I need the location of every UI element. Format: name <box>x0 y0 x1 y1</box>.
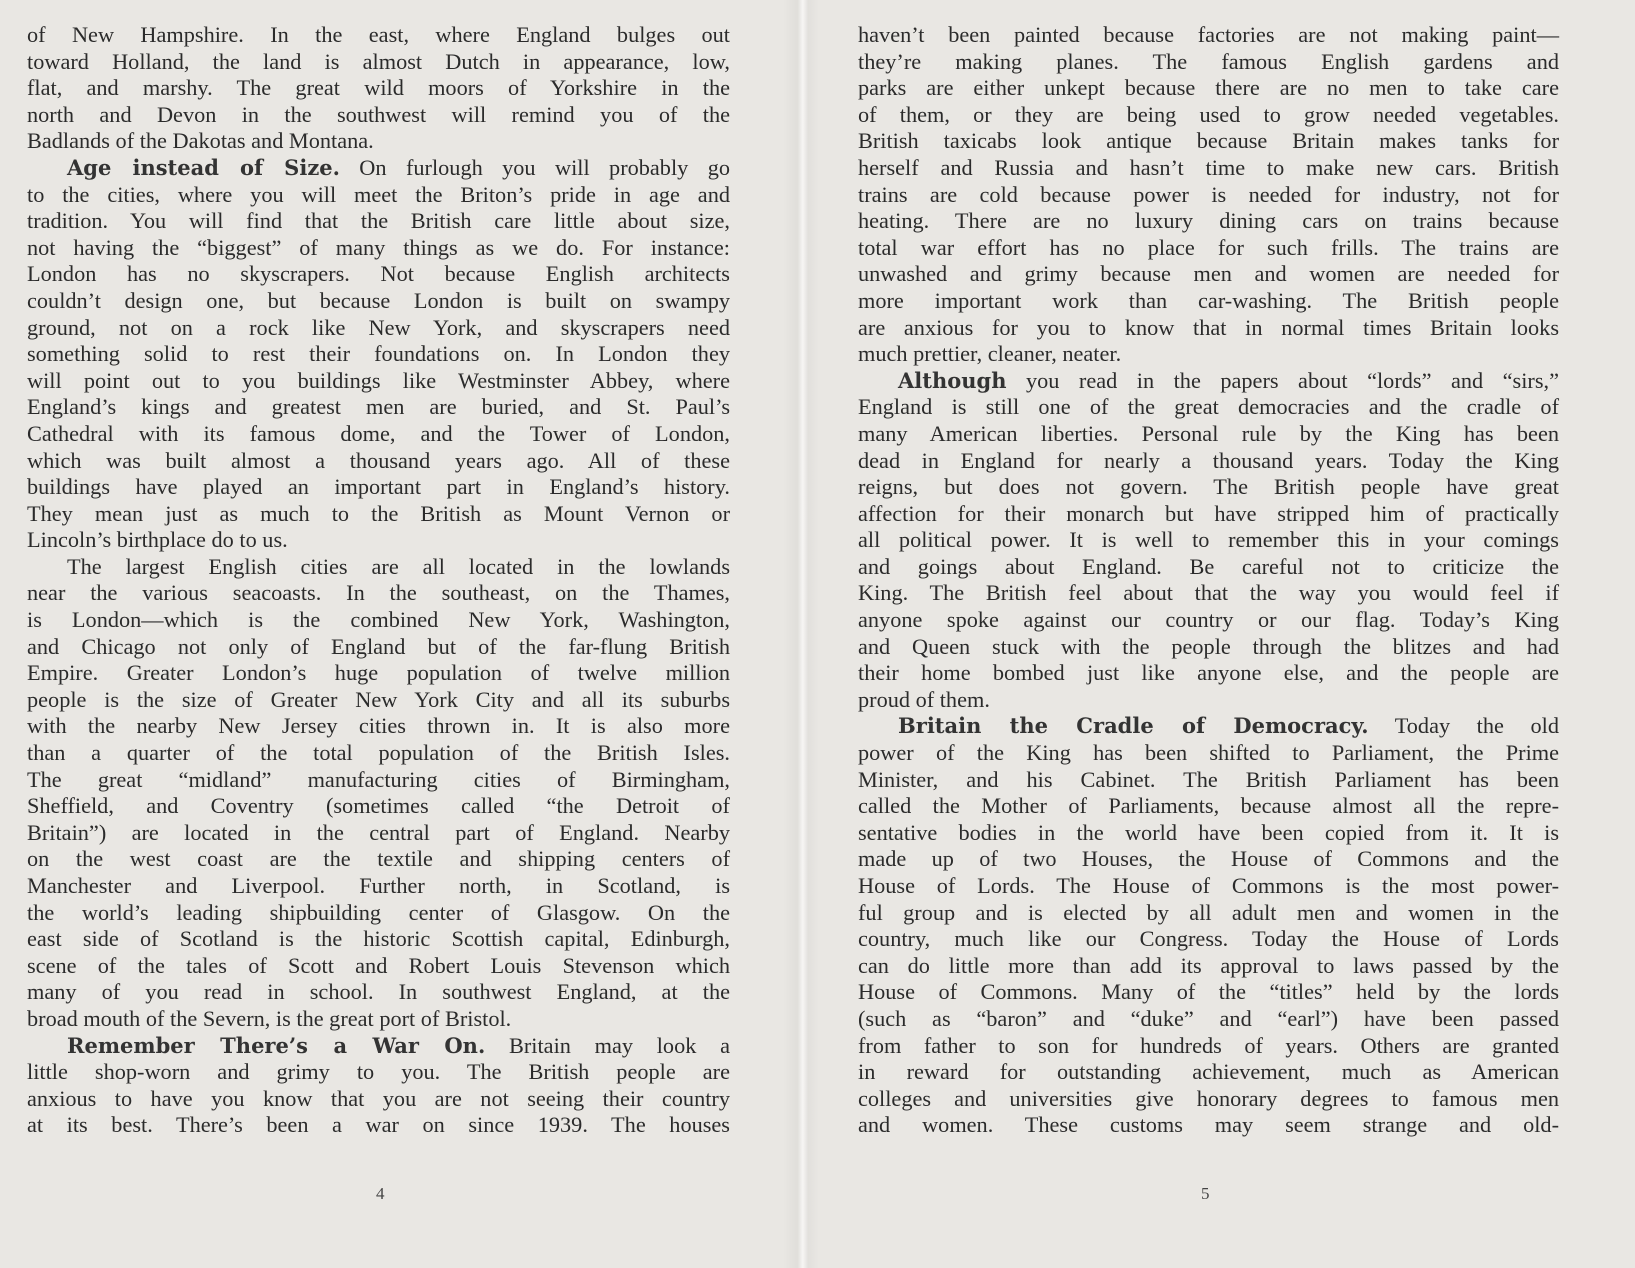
text-line <box>27 554 730 581</box>
text-line <box>858 315 1559 342</box>
line-text: couldn’t design one, but because London is built on swampy <box>27 287 730 313</box>
text-line <box>27 846 730 873</box>
line-text: The largest English cities are all located in the lowlands <box>67 553 730 579</box>
text-line <box>27 1112 730 1139</box>
line-text: sentative bodies in the world have been copied from it. It is <box>858 819 1559 845</box>
text-line <box>858 767 1559 794</box>
line-text: Today the old <box>1368 713 1559 739</box>
page-right <box>858 22 1559 1139</box>
line-text: their home bombed just like anyone else, and the people are <box>858 660 1559 686</box>
line-text: are anxious for you to know that in normal times Britain looks <box>858 314 1559 340</box>
book-gutter <box>783 0 819 1268</box>
text-line <box>858 155 1559 182</box>
text-line <box>27 900 730 927</box>
line-text: Manchester and Liverpool. Further north, in Scotland, is <box>27 873 730 898</box>
text-line <box>858 634 1559 661</box>
line-text: colleges and universities give honorary degrees to famous men <box>858 1085 1559 1111</box>
line-text: Lincoln’s birthplace do to us. <box>27 527 288 553</box>
line-text: more important work than car-washing. The British people <box>858 287 1559 313</box>
text-line <box>27 501 730 528</box>
text-line <box>858 22 1559 49</box>
line-text: from father to son for hundreds of years. Others are granted <box>858 1032 1559 1058</box>
page-left <box>27 22 730 1139</box>
text-line <box>27 75 730 102</box>
text-line <box>27 22 730 49</box>
text-line <box>858 820 1559 847</box>
text-line <box>858 261 1559 288</box>
text-line <box>858 368 1559 395</box>
line-text: affection for their monarch but have stripped him of practically <box>858 500 1559 526</box>
text-line <box>27 102 730 129</box>
line-text: broad mouth of the Severn, is the great port of Bristol. <box>27 1005 512 1031</box>
text-line <box>27 448 730 475</box>
text-line <box>27 793 730 820</box>
text-line <box>858 1006 1559 1033</box>
text-line <box>27 527 730 554</box>
line-text: with the nearby New Jersey cities thrown in. It is also more <box>27 713 730 739</box>
text-line <box>858 1033 1559 1060</box>
line-text: east side of Scotland is the historic Scottish capital, Edinburgh, <box>27 926 730 952</box>
line-text: King. The British feel about that the way you would feel if <box>858 580 1559 606</box>
text-line <box>858 102 1559 129</box>
text-line <box>27 634 730 661</box>
line-text: and women. These customs may seem strange and old- <box>858 1112 1559 1138</box>
section-heading: Remember There’s a War On. <box>67 1032 486 1058</box>
text-line <box>27 1086 730 1113</box>
line-text: flat, and marshy. The great wild moors of Yorkshire in the <box>27 75 730 101</box>
text-line <box>858 793 1559 820</box>
line-text: London has no skyscrapers. Not because English architects <box>27 261 730 287</box>
text-line <box>858 979 1559 1006</box>
text-line <box>27 341 730 368</box>
text-line <box>27 580 730 607</box>
line-text: total war effort has no place for such frills. The trains are <box>858 234 1559 260</box>
text-line <box>858 527 1559 554</box>
line-text: not having the “biggest” of many things as we do. For instance: <box>27 234 730 260</box>
section-heading: Although <box>898 367 1007 393</box>
text-line <box>27 182 730 209</box>
line-text: House of Commons. Many of the “titles” held by the lords <box>858 979 1559 1005</box>
text-line <box>858 1112 1559 1139</box>
line-text: to the cities, where you will meet the Briton’s pride in age and <box>27 181 730 207</box>
page-number-left: 4 <box>376 1184 385 1203</box>
text-line <box>858 49 1559 76</box>
line-text: country, much like our Congress. Today the House of Lords <box>858 926 1559 952</box>
line-text: Cathedral with its famous dome, and the Tower of London, <box>27 420 730 446</box>
line-text: of them, or they are being used to grow needed vegetables. <box>858 101 1559 127</box>
text-line <box>27 421 730 448</box>
line-text: little shop-worn and grimy to you. The British people are <box>27 1059 730 1085</box>
line-text: made up of two Houses, the House of Commons and the <box>858 846 1559 872</box>
text-line <box>858 1059 1559 1086</box>
line-text: in reward for outstanding achievement, much as American <box>858 1059 1559 1085</box>
line-text: The great “midland” manufacturing cities of Birmingham, <box>27 766 730 792</box>
text-line <box>858 580 1559 607</box>
text-line <box>858 128 1559 155</box>
text-line <box>858 607 1559 634</box>
text-line <box>858 208 1559 235</box>
text-line <box>27 208 730 235</box>
text-line <box>858 713 1559 740</box>
line-text: can do little more than add its approval to laws passed by the <box>858 952 1559 978</box>
text-line <box>27 767 730 794</box>
text-line <box>27 1059 730 1086</box>
text-line <box>27 394 730 421</box>
line-text: proud of them. <box>858 686 990 712</box>
line-text: parks are either unkept because there are no men to take care <box>858 75 1559 101</box>
text-line <box>27 820 730 847</box>
line-text: unwashed and grimy because men and women are needed for <box>858 261 1559 287</box>
text-line <box>27 979 730 1006</box>
line-text: near the various seacoasts. In the southeast, on the Thames, <box>27 580 730 606</box>
text-line <box>27 368 730 395</box>
text-line <box>858 394 1559 421</box>
line-text: British taxicabs look antique because Britain makes tanks for <box>858 128 1559 154</box>
line-text: heating. There are no luxury dining cars on trains because <box>858 208 1559 234</box>
text-line <box>27 288 730 315</box>
text-line <box>27 926 730 953</box>
line-text: tradition. You will find that the British care little about size, <box>27 208 730 234</box>
line-text: England’s kings and greatest men are buried, and St. Paul’s <box>27 394 730 420</box>
text-line <box>858 448 1559 475</box>
text-line <box>27 1006 730 1033</box>
line-text: all political power. It is well to remember this in your comings <box>858 527 1559 553</box>
line-text: Minister, and his Cabinet. The British Parliament has been <box>858 766 1559 792</box>
text-line <box>27 953 730 980</box>
text-line <box>27 49 730 76</box>
text-line <box>858 235 1559 262</box>
text-line <box>858 554 1559 581</box>
text-line <box>27 261 730 288</box>
line-text: trains are cold because power is needed for industry, not for <box>858 181 1559 207</box>
text-line <box>27 660 730 687</box>
line-text: and Chicago not only of England but of the far-flung British <box>27 633 730 659</box>
line-text: something solid to rest their foundations on. In London they <box>27 341 730 367</box>
line-text: they’re making planes. The famous English gardens and <box>858 48 1559 74</box>
line-text: dead in England for nearly a thousand years. Today the King <box>858 447 1559 473</box>
text-line <box>27 1033 730 1060</box>
text-line <box>27 607 730 634</box>
line-text: reigns, but does not govern. The British people have great <box>858 474 1559 500</box>
line-text: the world’s leading shipbuilding center of Glasgow. On the <box>27 899 730 925</box>
line-text: Badlands of the Dakotas and Montana. <box>27 128 374 154</box>
line-text: scene of the tales of Scott and Robert Louis Stevenson which <box>27 952 730 978</box>
line-text: (such as “baron” and “duke” and “earl”) have been passed <box>858 1005 1559 1031</box>
line-text: Empire. Greater London’s huge population of twelve million <box>27 660 730 686</box>
line-text: They mean just as much to the British as Mount Vernon or <box>27 500 730 526</box>
text-line <box>858 900 1559 927</box>
line-text: at its best. There’s been a war on since 1939. The houses <box>27 1112 730 1138</box>
text-line <box>858 660 1559 687</box>
text-line <box>27 474 730 501</box>
text-line <box>27 155 730 182</box>
line-text: herself and Russia and hasn’t time to make new cars. British <box>858 154 1559 180</box>
text-line <box>27 128 730 155</box>
text-line <box>858 687 1559 714</box>
line-text: which was built almost a thousand years ago. All of these <box>27 447 730 473</box>
text-line <box>858 421 1559 448</box>
text-line <box>858 75 1559 102</box>
line-text: on the west coast are the textile and shipping centers of <box>27 846 730 872</box>
text-line <box>27 873 730 900</box>
line-text: will point out to you buildings like Westminster Abbey, where <box>27 367 730 393</box>
line-text: power of the King has been shifted to Parliament, the Prime <box>858 740 1559 766</box>
section-heading: Age instead of Size. <box>67 154 340 180</box>
text-line <box>858 1086 1559 1113</box>
line-text: people is the size of Greater New York City and all its suburbs <box>27 686 730 712</box>
line-text: ground, not on a rock like New York, and skyscrapers need <box>27 314 730 340</box>
line-text: ful group and is elected by all adult men and women in the <box>858 899 1559 925</box>
line-text: and goings about England. Be careful not to criticize the <box>858 553 1559 579</box>
text-line <box>858 873 1559 900</box>
line-text: you read in the papers about “lords” and “sirs,” <box>1006 367 1559 393</box>
text-line <box>858 341 1559 368</box>
line-text: Britain may look a <box>485 1032 730 1058</box>
line-text: toward Holland, the land is almost Dutch in appearance, low, <box>27 48 730 74</box>
line-text: Sheffield, and Coventry (sometimes called “the Detroit of <box>27 793 730 819</box>
text-line <box>858 740 1559 767</box>
text-line <box>858 182 1559 209</box>
line-text: of New Hampshire. In the east, where England bulges out <box>27 22 730 47</box>
text-line <box>27 235 730 262</box>
text-line <box>858 501 1559 528</box>
line-text: than a quarter of the total population of the British Isles. <box>27 740 730 766</box>
text-line <box>858 288 1559 315</box>
line-text: is London—which is the combined New York, Washington, <box>27 607 730 633</box>
line-text: England is still one of the great democracies and the cradle of <box>858 394 1559 420</box>
line-text: many American liberties. Personal rule by the King has been <box>858 420 1559 446</box>
text-line <box>858 846 1559 873</box>
text-line <box>27 315 730 342</box>
line-text: Britain”) are located in the central part of England. Nearby <box>27 819 730 845</box>
text-line <box>858 926 1559 953</box>
line-text: called the Mother of Parliaments, because almost all the repre- <box>858 793 1559 819</box>
line-text: anxious to have you know that you are not seeing their country <box>27 1085 730 1111</box>
line-text: buildings have played an important part in England’s history. <box>27 474 730 500</box>
line-text: many of you read in school. In southwest England, at the <box>27 979 730 1005</box>
line-text: and Queen stuck with the people through the blitzes and had <box>858 633 1559 659</box>
section-heading: Britain the Cradle of Democracy. <box>898 713 1369 739</box>
text-line <box>858 474 1559 501</box>
line-text: anyone spoke against our country or our flag. Today’s King <box>858 607 1559 633</box>
line-text: north and Devon in the southwest will remind you of the <box>27 101 730 127</box>
text-line <box>858 953 1559 980</box>
text-line <box>27 687 730 714</box>
line-text: House of Lords. The House of Commons is the most power- <box>858 873 1559 898</box>
page-number-right: 5 <box>1201 1184 1210 1203</box>
line-text: much prettier, cleaner, neater. <box>858 341 1122 367</box>
text-line <box>27 740 730 767</box>
text-line <box>27 713 730 740</box>
line-text: On furlough you will probably go <box>339 154 730 180</box>
line-text: haven’t been painted because factories are not making paint— <box>858 22 1559 47</box>
